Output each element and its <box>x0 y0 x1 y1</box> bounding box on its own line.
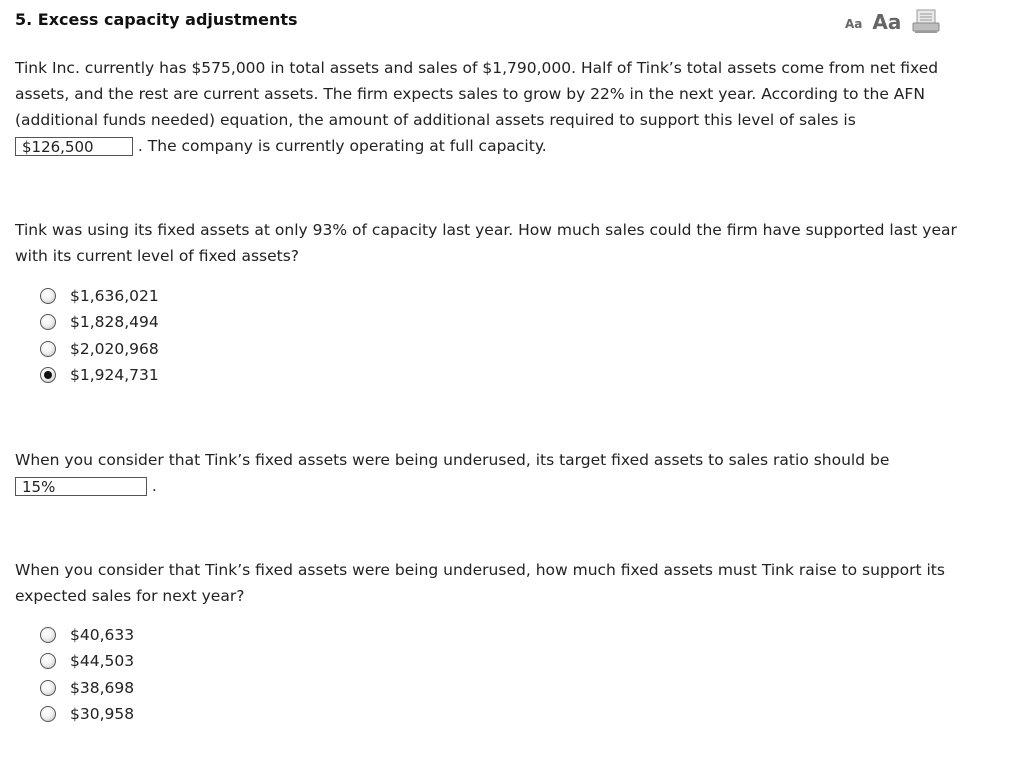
ratio-answer-field[interactable]: 15% <box>15 477 147 496</box>
part4-option[interactable] <box>40 675 134 701</box>
question-title <box>15 10 298 29</box>
part2-question: Tink was using its fixed assets at only 93% of capacity last year. How much sales could the firm have supported last year with its current level of fixed assets? <box>15 221 957 265</box>
radio-button[interactable] <box>40 367 56 383</box>
question-title-text: Excess capacity adjustments <box>37 10 298 29</box>
question-number: 5. <box>15 10 33 29</box>
option-label: $44,503 <box>70 652 135 671</box>
option-label: $1,924,731 <box>70 366 159 385</box>
afn-answer-field[interactable]: $126,500 <box>15 137 133 156</box>
option-label: $30,958 <box>70 705 135 724</box>
part1-text-before: Tink Inc. currently has $575,000 in total assets and sales of $1,790,000. Half of Tink’s total assets come from net fixed assets, and the rest are current assets. The firm expects sales to grow by 22% in the next year. According to the AFN (additional funds needed) equation, the amount of additional assets required to support this level of sales is <box>15 59 939 129</box>
part2-option[interactable] <box>40 362 159 388</box>
part4-question: When you consider that Tink’s fixed assets were being underused, how much fixed assets must Tink raise to support its expected sales for next year? <box>15 561 945 605</box>
radio-button[interactable] <box>40 680 56 696</box>
part4-option[interactable] <box>40 648 134 674</box>
toolbar <box>845 8 941 34</box>
part1-paragraph <box>15 55 960 159</box>
part2-option[interactable] <box>40 309 159 335</box>
part3-text-before: When you consider that Tink’s fixed assets were being underused, its target fixed assets to sales ratio should be <box>15 451 890 469</box>
option-label: $1,636,021 <box>70 287 159 306</box>
radio-button[interactable] <box>40 706 56 722</box>
option-label: $38,698 <box>70 678 135 697</box>
radio-button[interactable] <box>40 314 56 330</box>
part4-option[interactable] <box>40 701 134 727</box>
part2-options <box>40 283 159 388</box>
radio-button[interactable] <box>40 341 56 357</box>
part4-options <box>40 622 134 727</box>
font-large-button[interactable]: Aa <box>872 10 902 34</box>
option-label: $40,633 <box>70 626 135 645</box>
part3-text-after: . <box>147 477 157 495</box>
option-label: $1,828,494 <box>70 313 159 332</box>
radio-button[interactable] <box>40 288 56 304</box>
part2-option[interactable] <box>40 336 159 362</box>
part1-text-after: . The company is currently operating at full capacity. <box>133 137 547 155</box>
radio-button[interactable] <box>40 653 56 669</box>
print-icon[interactable] <box>911 8 941 34</box>
radio-button[interactable] <box>40 627 56 643</box>
part4-option[interactable] <box>40 622 134 648</box>
part2-option[interactable] <box>40 283 159 309</box>
font-small-button[interactable]: Aa <box>845 17 863 31</box>
part3-paragraph <box>15 447 960 499</box>
option-label: $2,020,968 <box>70 339 159 358</box>
